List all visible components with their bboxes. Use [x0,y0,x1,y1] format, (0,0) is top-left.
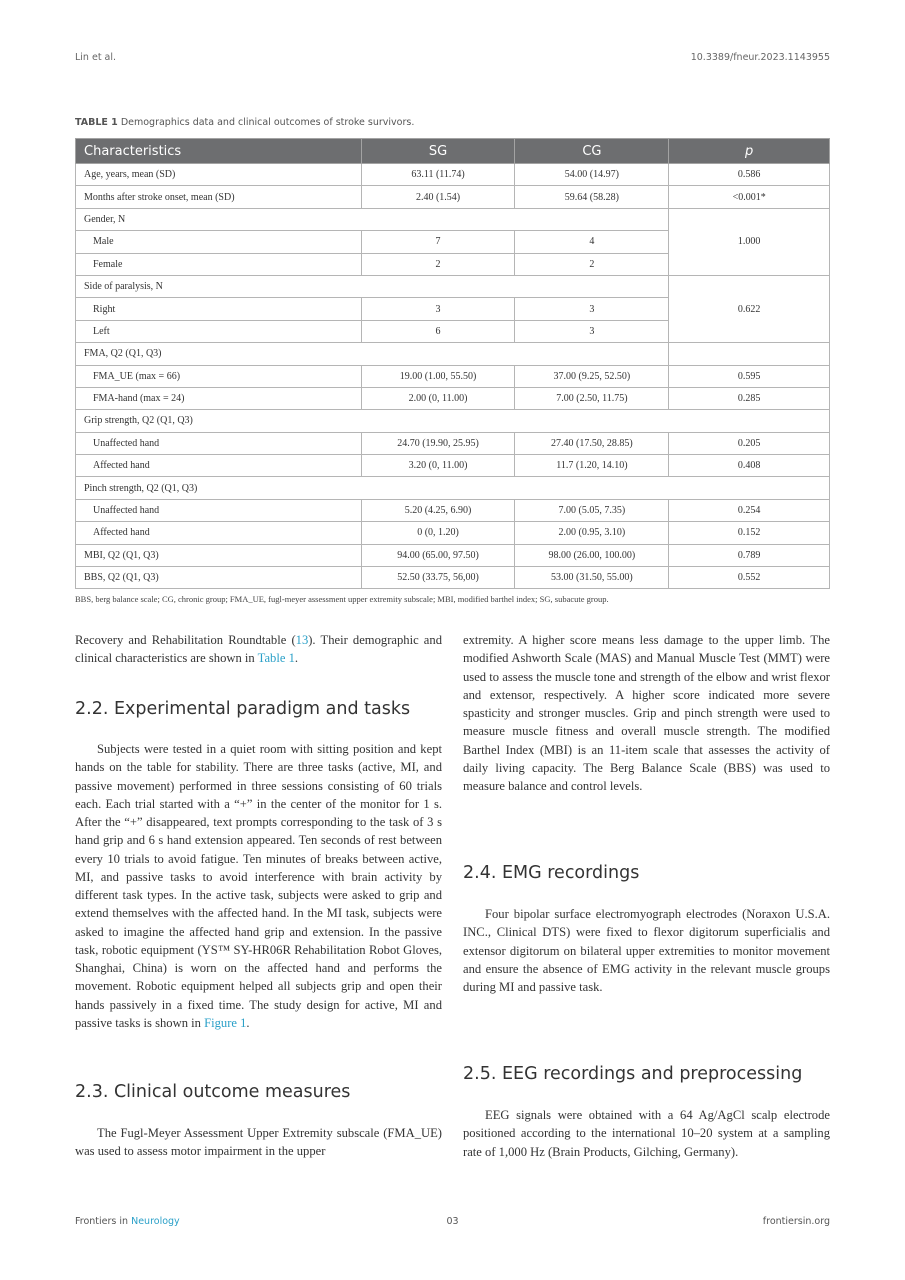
cell-sg: 5.20 (4.25, 6.90) [361,499,515,521]
paragraph-text: extremity. A higher score means less damage to the upper limb. The modified Ashworth Scale (MAS) and Manual Muscle Test (MMT) were used to assess the muscle tone and strength of the elbow and wrist flexor and extensor, respectively. A higher score indicated more severe spasticity and stronger muscles. Grip and pinch strength were used to measure muscle fitness and overall muscle strength. The modified Barthel Index (MBI) is an 11-item scale that assesses the activity of daily living capacity. The Berg Balance Scale (BBS) was used to measure balance and control levels. [463,633,830,793]
right-col-para-3 [463,1106,830,1161]
section-heading-2-4: 2.4. EMG recordings [463,863,640,883]
cell-p-empty [669,343,830,365]
row-label: Unaffected hand [76,499,362,521]
row-label: Affected hand [76,522,362,544]
section-heading-2-5: 2.5. EEG recordings and preprocessing [463,1064,803,1084]
row-label: Age, years, mean (SD) [76,164,362,186]
table-group-row [76,343,830,365]
running-header-doi[interactable]: 10.3389/fneur.2023.1143955 [690,52,830,63]
cell-sg: 24.70 (19.90, 25.95) [361,432,515,454]
left-col-para-2 [75,740,442,1032]
cell-p: 0.152 [669,522,830,544]
table-caption [75,117,414,128]
right-col-para-1 [463,631,830,795]
table-footnote: BBS, berg balance scale; CG, chronic group; FMA_UE, fugl-meyer assessment upper extremity subscale; MBI, modified barthel index; SG, subacute group. [75,594,609,604]
table-row [76,387,830,409]
cell-cg: 53.00 (31.50, 55.00) [515,567,669,589]
table-row [76,567,830,589]
text-span: . [294,651,299,666]
cell-cg: 3 [515,298,669,320]
row-label: BBS, Q2 (Q1, Q3) [76,567,362,589]
cell-p: 0.622 [669,275,830,342]
footer-journal-name[interactable]: Neurology [131,1216,180,1227]
section-heading-2-2: 2.2. Experimental paradigm and tasks [75,699,411,719]
table-row [76,455,830,477]
row-label: Left [76,320,362,342]
table-header-row [76,139,830,164]
row-label: Months after stroke onset, mean (SD) [76,186,362,208]
table-row [76,186,830,208]
left-col-para-3 [75,1124,442,1161]
table-row [76,164,830,186]
paragraph-text: EEG signals were obtained with a 64 Ag/AgCl scalp electrode positioned according to the international 10–20 system at a sampling rate of 1,000 Hz (Brain Products, Gilching, Germany). [463,1108,830,1159]
left-col-para-1 [75,631,442,668]
cell-p: 0.205 [669,432,830,454]
cell-p: 1.000 [669,208,830,275]
cell-cg: 54.00 (14.97) [515,164,669,186]
reference-link[interactable]: 13 [295,633,309,647]
header-characteristics: Characteristics [76,139,362,164]
row-label: Unaffected hand [76,432,362,454]
cell-sg: 3.20 (0, 11.00) [361,455,515,477]
row-label: FMA-hand (max = 24) [76,387,362,409]
cell-cg: 37.00 (9.25, 52.50) [515,365,669,387]
right-col-para-2 [463,905,830,996]
row-label: Right [76,298,362,320]
cell-cg: 59.64 (58.28) [515,186,669,208]
table-group-row [76,208,830,230]
group-label: Grip strength, Q2 (Q1, Q3) [76,410,830,432]
row-label: Male [76,231,362,253]
cell-sg: 6 [361,320,515,342]
text-span: Recovery and Rehabilitation Roundtable ( [75,633,296,647]
table-row [76,544,830,566]
cell-p: 0.408 [669,455,830,477]
cell-p: <0.001* [669,186,830,208]
text-span: Subjects were tested in a quiet room with sitting position and kept hands on the table for stability. There are three tasks (active, MI, and passive movement) performed in three sessions consisting of 60 trials each. Each trial started with a “+” in the center of the monitor for 1 s. After the “+” disappeared, text prompts corresponding to the task of 3 s hand grip and 6 s hand extension appeared. Ten seconds of rest between every 10 trials to avoid fatigue. Ten minutes of breaks between active, MI, and passive tasks to avoid interference with brain activity by different task types. In the active task, subjects were asked to grip and extend themselves with the affected hand. In the MI task, subjects were asked to imagine the affected hand grip and extension. In the passive task, robotic equipment (YS™ SY-HR06R Rehabilitation Robot Gloves, Shanghai, China) is worn on the affected hand and performs the movement. Robotic equipment helped all subjects grip and open their hands passively in a fixed time. The study design for active, MI and passive tasks is shown in [75,742,442,1030]
table-caption-label: TABLE 1 [75,117,118,128]
text-span: ). Their demographic and clinical characteristics are shown in [75,633,442,666]
cell-p: 0.789 [669,544,830,566]
demographics-table [75,138,830,589]
cell-sg: 52.50 (33.75, 56,00) [361,567,515,589]
row-label: FMA_UE (max = 66) [76,365,362,387]
cell-sg: 63.11 (11.74) [361,164,515,186]
table-row [76,365,830,387]
header-sg: SG [361,139,515,164]
cell-p: 0.586 [669,164,830,186]
row-label: Female [76,253,362,275]
cell-cg: 3 [515,320,669,342]
table-group-row [76,275,830,297]
cell-cg: 2.00 (0.95, 3.10) [515,522,669,544]
group-label: Gender, N [76,208,669,230]
cell-sg: 3 [361,298,515,320]
group-label: Side of paralysis, N [76,275,669,297]
footer-site-link[interactable]: frontiersin.org [762,1216,830,1227]
running-header-authors: Lin et al. [75,52,117,63]
row-label: Affected hand [76,455,362,477]
cell-cg: 98.00 (26.00, 100.00) [515,544,669,566]
cell-sg: 7 [361,231,515,253]
table-row [76,499,830,521]
cell-p: 0.285 [669,387,830,409]
cell-sg: 2.00 (0, 11.00) [361,387,515,409]
cell-cg: 4 [515,231,669,253]
paragraph-text: Four bipolar surface electromyograph electrodes (Noraxon U.S.A. INC., Clinical DTS) were fixed to flexor digitorum superficialis and extensor digitorum on bilateral upper extremities to monitor movement and ensure the absence of EMG activity in the relevant muscle groups during MI and passive task. [463,907,830,994]
figure-link[interactable]: Figure 1 [204,1015,247,1030]
table-caption-text: Demographics data and clinical outcomes of stroke survivors. [120,117,415,128]
cell-cg: 2 [515,253,669,275]
cell-sg: 2.40 (1.54) [361,186,515,208]
header-cg: CG [515,139,669,164]
table-group-row [76,410,830,432]
cell-p: 0.552 [669,567,830,589]
cell-cg: 11.7 (1.20, 14.10) [515,455,669,477]
table-row [76,522,830,544]
cell-p: 0.254 [669,499,830,521]
group-label: Pinch strength, Q2 (Q1, Q3) [76,477,830,499]
paragraph-text: The Fugl-Meyer Assessment Upper Extremity subscale (FMA_UE) was used to assess motor impairment in the upper [75,1126,442,1159]
cell-sg: 94.00 (65.00, 97.50) [361,544,515,566]
page-number: 03 [446,1216,459,1227]
table-row [76,432,830,454]
text-span: . [246,1015,250,1030]
cell-sg: 0 (0, 1.20) [361,522,515,544]
cell-sg: 19.00 (1.00, 55.50) [361,365,515,387]
header-p: p [669,139,830,164]
table-group-row [76,477,830,499]
cell-cg: 7.00 (5.05, 7.35) [515,499,669,521]
table-link[interactable]: Table 1 [257,651,295,666]
cell-cg: 7.00 (2.50, 11.75) [515,387,669,409]
cell-sg: 2 [361,253,515,275]
row-label: MBI, Q2 (Q1, Q3) [76,544,362,566]
section-heading-2-3: 2.3. Clinical outcome measures [75,1082,351,1102]
cell-p: 0.595 [669,365,830,387]
footer-journal-prefix: Frontiers in [75,1216,129,1227]
cell-cg: 27.40 (17.50, 28.85) [515,432,669,454]
group-label: FMA, Q2 (Q1, Q3) [76,343,669,365]
